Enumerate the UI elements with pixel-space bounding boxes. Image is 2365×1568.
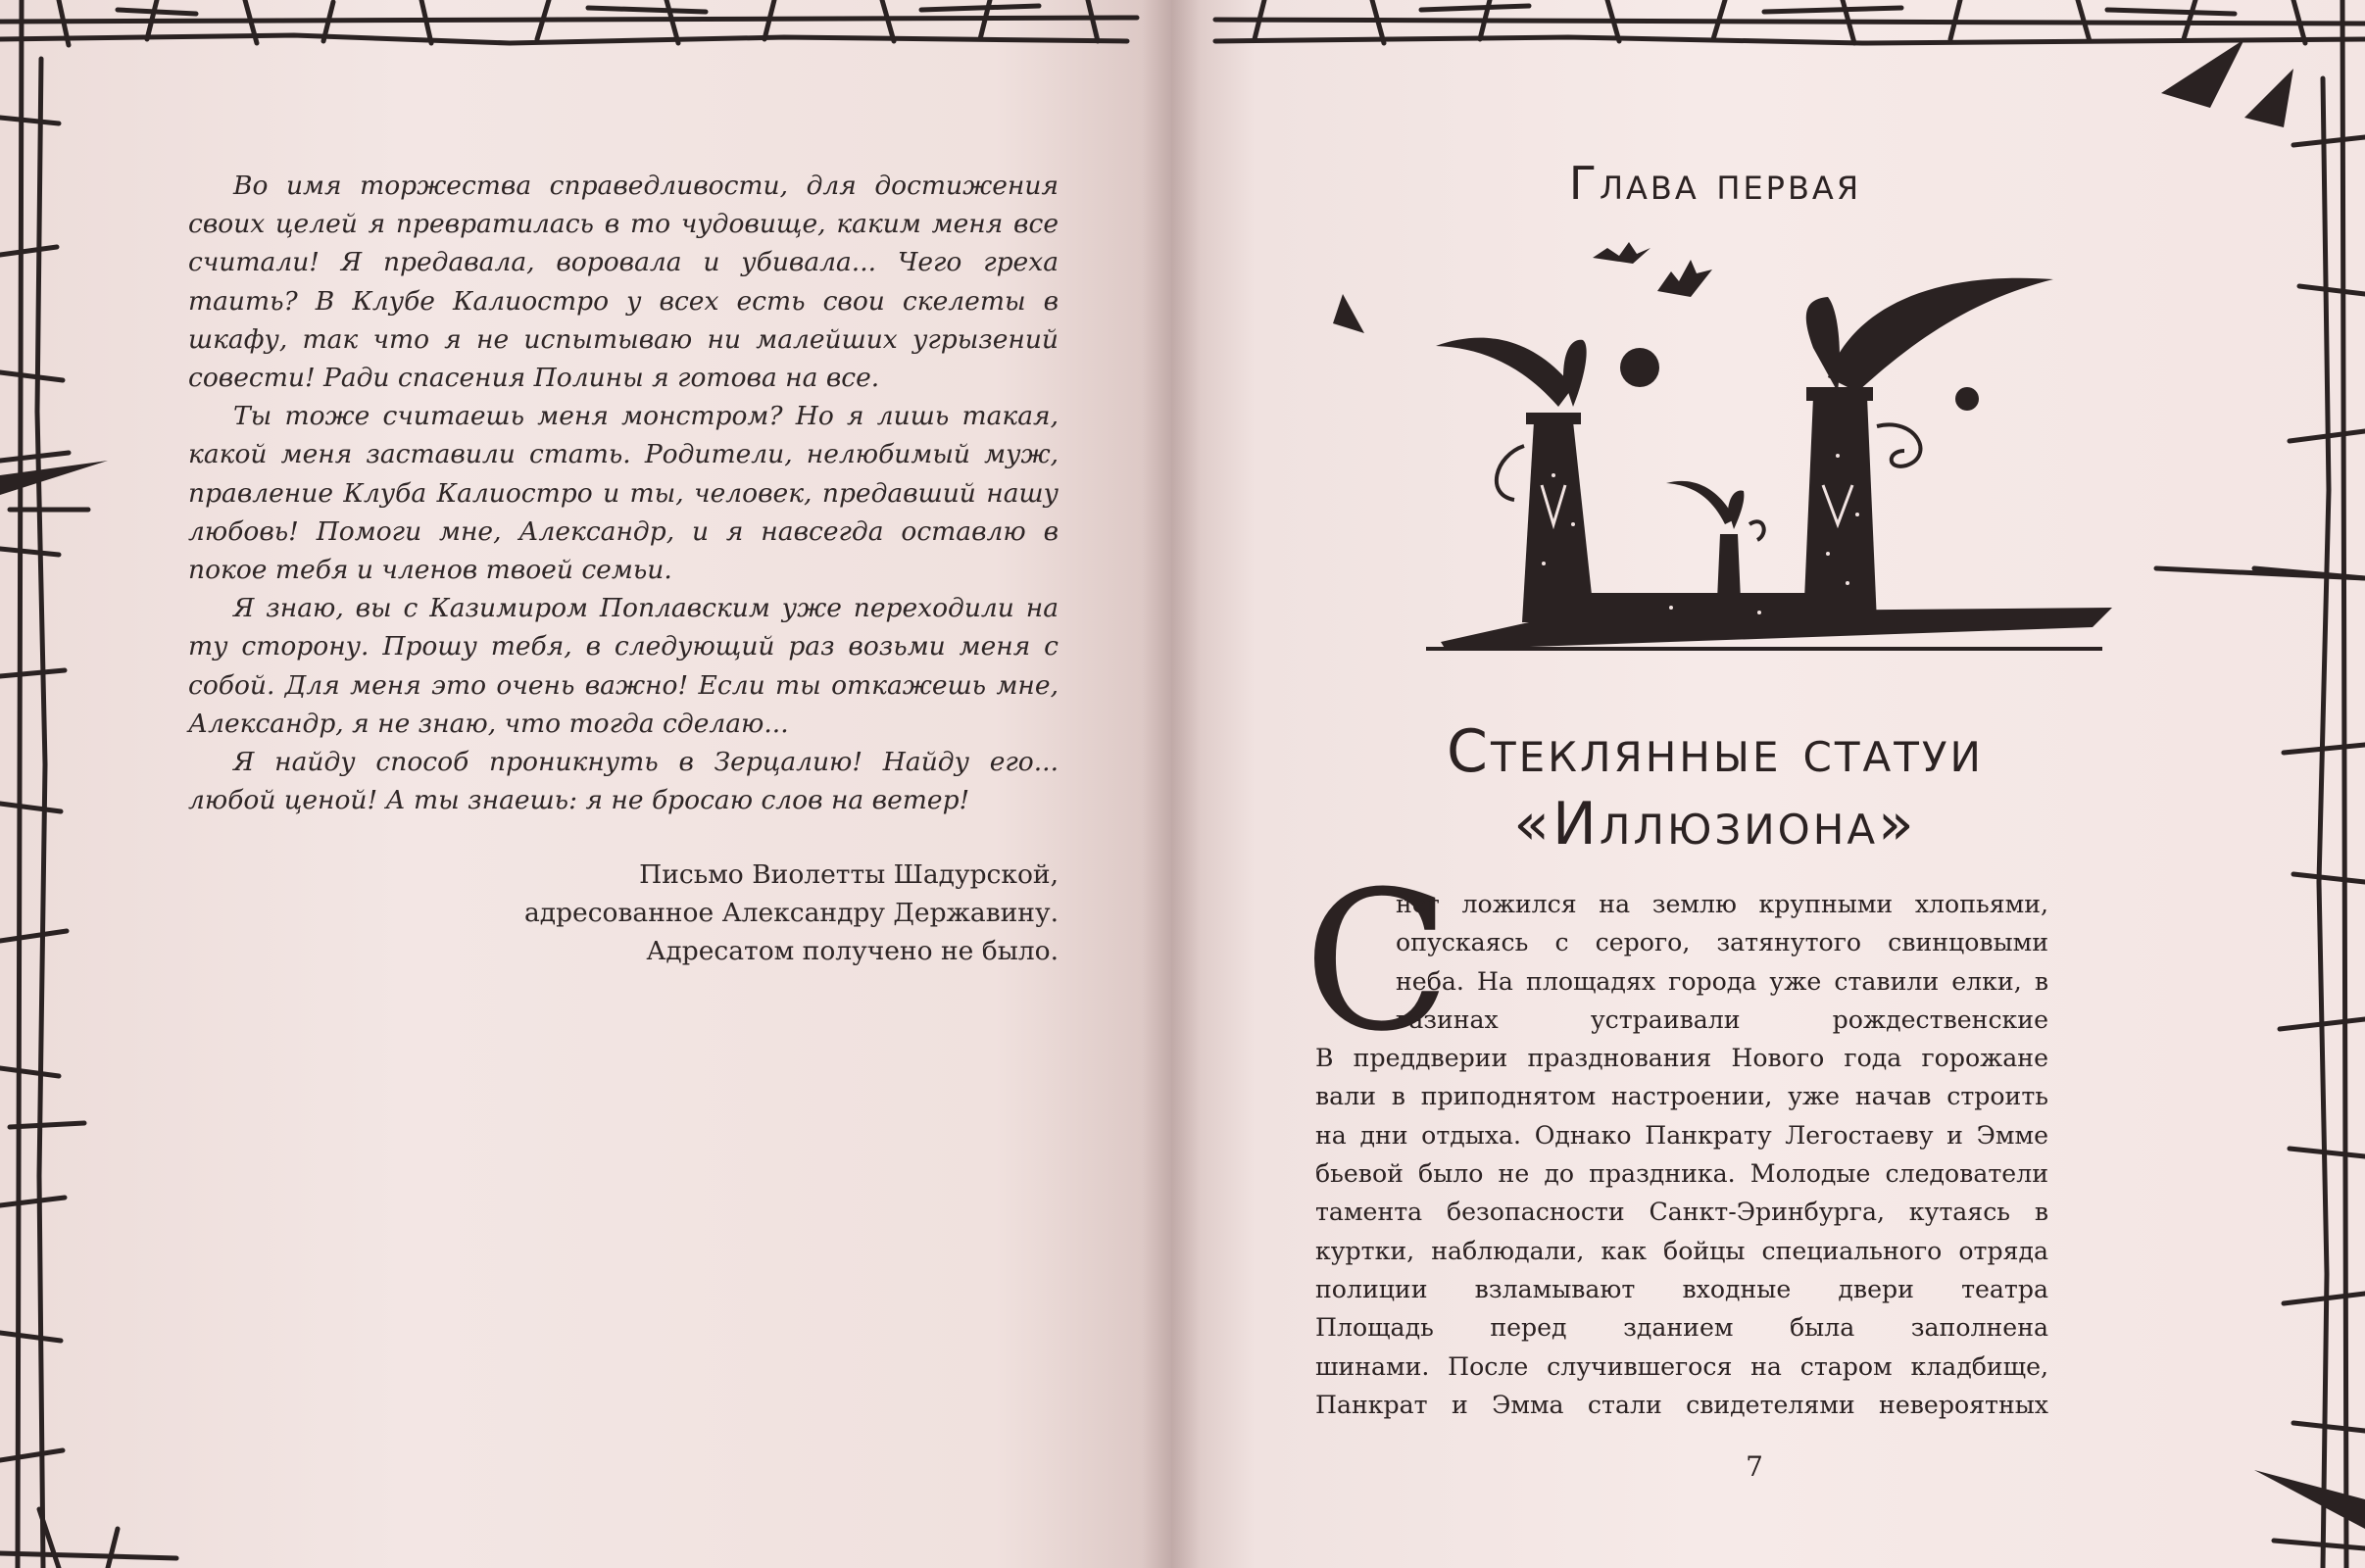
body-line: Площадь перед зданием была заполнена — [1315, 1313, 2048, 1343]
body-line: тамента безопасности Санкт-Эринбурга, кутаясь в — [1315, 1198, 2048, 1227]
body-line: В преддверии празднования Нового года горожане — [1315, 1044, 2048, 1073]
body-line: неба. На площадях города уже ставили елки, в — [1396, 966, 2048, 996]
chapter-title — [1392, 715, 2039, 860]
epigraph-signature — [451, 856, 1059, 971]
body-line: куртки, наблюдали, как бойцы специального отряда — [1315, 1236, 2048, 1265]
chapter-title-line: «Иллюзиона» — [1513, 790, 1917, 858]
chapter-label: Глава первая — [1568, 157, 1862, 210]
bat-icon — [1657, 260, 1712, 297]
body-line: нег ложился на землю крупными хлопьями, — [1396, 890, 2048, 918]
body-line: полиции взламывают входные двери театра — [1315, 1274, 2048, 1303]
chapter-body-text — [1315, 885, 2048, 1424]
bat-icon — [1593, 242, 1651, 264]
page-number: 7 — [1746, 1450, 1763, 1483]
chapter-title-line: Стеклянные статуи — [1447, 717, 1984, 786]
epigraph-paragraph: Я найду способ проникнуть в Зерцалию! Найду его... любой ценой! А ты знаешь: я не бросаю слов на ветер! — [188, 747, 1059, 816]
epigraph-paragraph: Во имя торжества справедливости, для достижения своих целей я превратилась в то чудовище, каким меня все считали! Я предавала, воровала и убивала... Чего греха таить? В Клубе Калиостро у всех есть свои скелеты в шкафу, так что я не испытываю ни малейших угрызений совести! Ради спасения Полины я готова на все. — [188, 171, 1059, 394]
body-line: вали в приподнятом настроении, уже начав строить — [1315, 1082, 2048, 1111]
epigraph-paragraph: Я знаю, вы с Казимиром Поплавским уже переходили на ту сторону. Прошу тебя, в следующий раз возьми меня с собой. Для меня это очень важно! Если ты откажешь мне, Александр, я не знаю, что тогда сделаю... — [188, 593, 1059, 739]
signature-line: адресованное Александру Державину. — [523, 898, 1059, 929]
body-line: бьевой было не до праздника. Молодые следователи — [1315, 1159, 2048, 1189]
epigraph-letter — [188, 167, 1059, 819]
signature-line: Письмо Виолетты Шадурской, — [639, 859, 1059, 890]
body-line: на дни отдыха. Однако Панкрату Легостаеву и Эмме — [1315, 1120, 2048, 1150]
drop-cap: С — [1304, 851, 1451, 1074]
body-line: Панкрат и Эмма стали свидетелями невероятных — [1315, 1390, 2048, 1419]
body-line: опускаясь с серого, затянутого свинцовыми — [1396, 928, 2048, 957]
body-line: газинах устраивали рождественские — [1396, 1004, 2048, 1034]
signature-line: Адресатом получено не было. — [646, 936, 1059, 967]
ravens-and-pillars-illustration — [1426, 230, 2112, 652]
epigraph-paragraph: Ты тоже считаешь меня монстром? Но я лишь такая, какой меня заставили стать. Родители, нелюбимый муж, правление Клуба Калиостро и ты, человек, предавший нашу любовь! Помоги мне, Александр, и я навсегда оставлю в покое тебя и членов твоей семьи. — [188, 401, 1059, 586]
body-line: шинами. После случившегося на старом кладбище, — [1315, 1351, 2048, 1381]
